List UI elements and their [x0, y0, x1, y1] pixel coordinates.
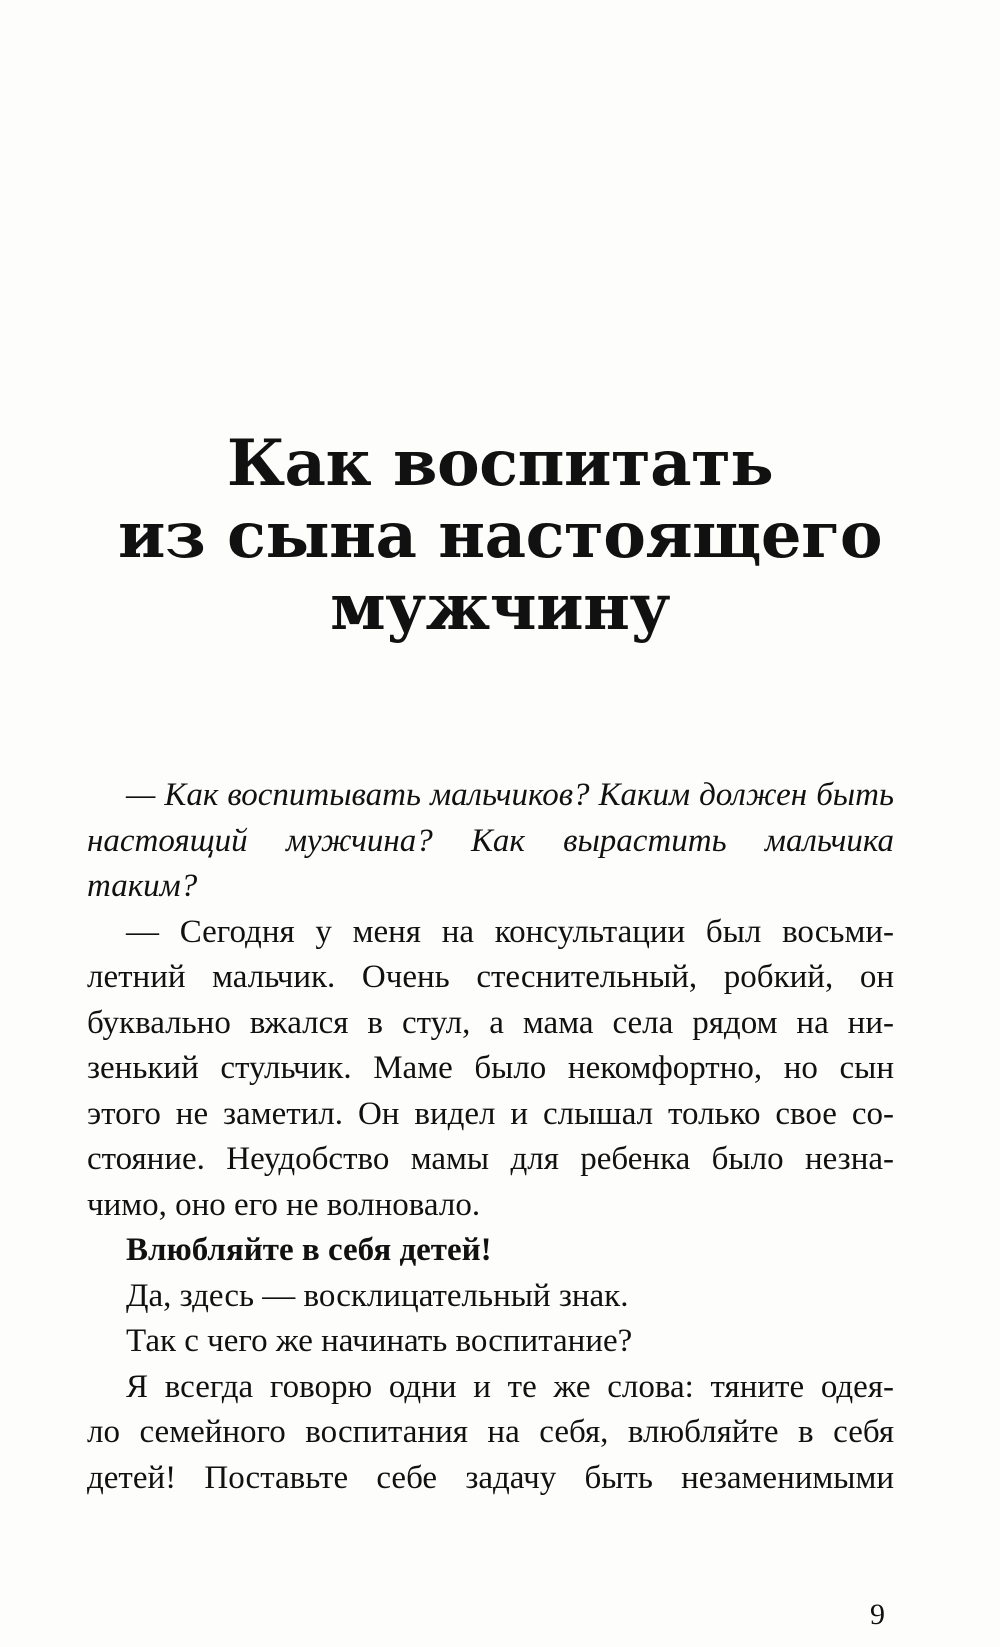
- text-line: Я всегда говорю одни и те же слова: тяните одея-: [126, 1368, 894, 1405]
- paragraph: [87, 1274, 894, 1320]
- text-line: зенький стульчик. Маме было некомфортно, но сын: [87, 1050, 894, 1086]
- text-line: стояние. Неудобство мамы для ребенка было незна-: [87, 1141, 894, 1177]
- text-line: этого не заметил. Он видел и слышал только свое со-: [87, 1095, 894, 1132]
- text-line: летний мальчик. Очень стеснительный, робкий, он: [87, 959, 894, 995]
- question-paragraph: [87, 773, 894, 910]
- text-line: детей! Поставьте себе задачу быть незаменимыми: [87, 1459, 894, 1496]
- question-line: — Как воспитывать мальчиков? Каким должен быть: [126, 777, 894, 813]
- chapter-title: [0, 428, 1000, 644]
- chapter-title-line-3: мужчину: [330, 570, 670, 645]
- text-line: буквально вжался в стул, а мама села рядом на ни-: [87, 1004, 894, 1041]
- text-line: Так с чего же начинать воспитание?: [126, 1323, 633, 1359]
- paragraph: [87, 1319, 894, 1365]
- text-line: чимо, оно его не волновало.: [87, 1186, 481, 1223]
- page-number: 9: [870, 1598, 885, 1631]
- text-line: — Сегодня у меня на консультации был восьми-: [126, 913, 894, 950]
- text-line: ло семейного воспитания на себя, влюбляйте в себя: [87, 1414, 894, 1450]
- text-line: Влюбляйте в себя детей!: [126, 1232, 492, 1268]
- bold-heading-line: [87, 1228, 894, 1274]
- question-line: таким?: [87, 868, 198, 904]
- chapter-title-line-2: из сына настоящего: [117, 498, 883, 573]
- text-line: Да, здесь — восклицательный знак.: [126, 1277, 629, 1314]
- paragraph: [87, 1365, 894, 1502]
- chapter-body: [87, 773, 894, 1501]
- chapter-title-line-1: Как воспитать: [226, 426, 774, 501]
- answer-paragraph: [87, 910, 894, 1229]
- question-line: настоящий мужчина? Как вырастить мальчика: [87, 822, 894, 859]
